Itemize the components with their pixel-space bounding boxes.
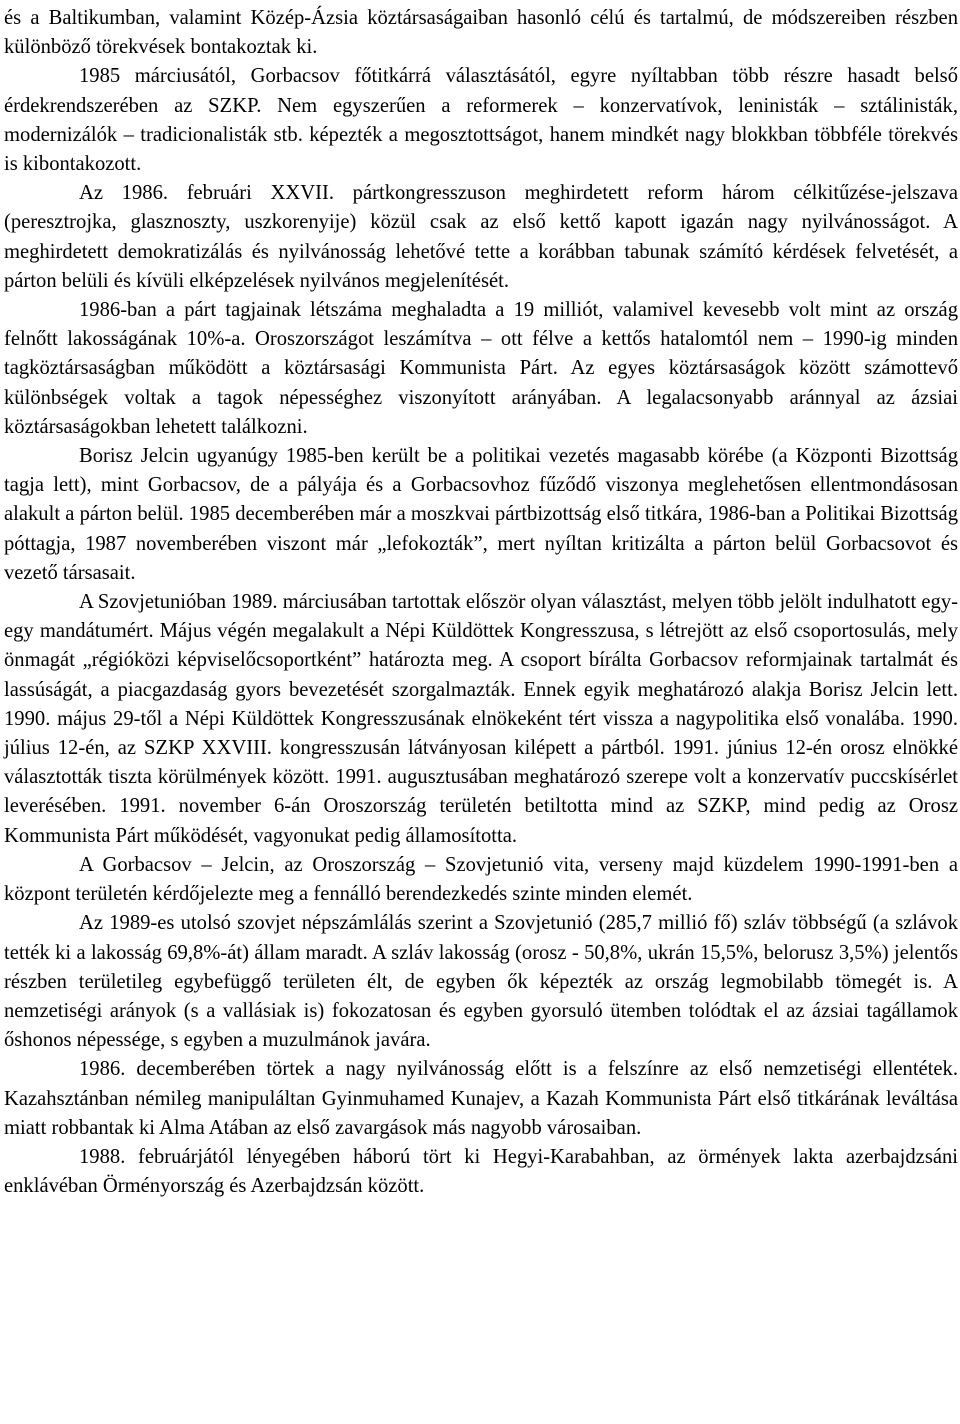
paragraph: A Szovjetunióban 1989. márciusában tartottak először olyan választást, melyen több jelölt indulhatott egy-egy mandátumért. Május végén megalakult a Népi Küldöttek Kongresszusa, s létrejött az első csoportosulás, mely önmagát „régióközi képviselőcsoportként” határozta meg. A csoport bírálta Gorbacsov reformjainak tartalmát és lassúságát, a piacgazdaság gyors bevezetését szorgalmazták. Ennek egyik meghatározó alakja Borisz Jelcin lett. 1990. május 29-től a Népi Küldöttek Kongresszusának elnökeként tért vissza a nagypolitika első vonalába. 1990. július 12-én, az SZKP XXVIII. kongresszusán látványosan kilépett a pártból. 1991. június 12-én orosz elnökké választották tiszta körülmények között. 1991. augusztusában meghatározó szerepe volt a konzervatív puccskísérlet leverésében. 1991. november 6-án Oroszország területén betiltotta mind az SZKP, mind pedig az Orosz Kommunista Párt működését, vagyonukat pedig államosította. (4, 591, 958, 847)
paragraph: Az 1986. februári XXVII. pártkongresszuson meghirdetett reform három célkitűzése-jelszava (peresztrojka, glasznoszty, uszkorenyije) közül csak az első kettő kapott igazán nagy nyilvánosságot. A meghirdetett demokratizálás és nyilvánosság lehetővé tette a korábban tabunak számító kérdések felvetését, a párton belüli és kívüli elképzelések nyilvános megjelenítését. (4, 182, 958, 292)
paragraph: 1986. decemberében törtek a nagy nyilvánosság előtt is a felszínre az első nemzetiségi ellentétek. Kazahsztánban némileg manipuláltan Gyinmuhamed Kunajev, a Kazah Kommunista Párt első titkárának leváltása miatt robbantak ki Alma Atában az első zavargások más nagyobb városaiban. (4, 1058, 958, 1139)
paragraph: A Gorbacsov – Jelcin, az Oroszország – Szovjetunió vita, verseny majd küzdelem 1990-1991-ben a központ területén kérdőjelezte meg a fennálló berendezkedés szinte minden elemét. (4, 853, 958, 906)
paragraph: 1985 márciusától, Gorbacsov főtitkárrá választásától, egyre nyíltabban több részre hasadt belső érdekrendszerében az SZKP. Nem egyszerűen a reformerek – konzervatívok, leninisták – sztálinisták, modernizálók – tradicionalisták stb. képezték a megosztottságot, hanem mindkét nagy blokkban többféle törekvés is kibontakozott. (4, 65, 958, 176)
paragraph: Az 1989-es utolsó szovjet népszámlálás szerint a Szovjetunió (285,7 millió fő) szláv többségű (a szlávok tették ki a lakosság 69,8%-át) állam maradt. A szláv lakosság (orosz - 50,8%, ukrán 15,5%, belorusz 3,5%) jelentős részben területileg egybefüggő területen élt, de egyben ők képezték az ország legmobilabb tömegét is. A nemzetiségi arányok (s a vallásiak is) fokozatosan és egyben gyorsuló ütemben tolódtak el az ázsiai tagállamok őshonos népessége, s egyben a muzulmánok javára. (4, 912, 958, 1052)
paragraph: Borisz Jelcin ugyanúgy 1985-ben került be a politikai vezetés magasabb körébe (a Központi Bizottság tagja lett), mint Gorbacsov, de a pályája és a Gorbacsovhoz fűződő viszonya meglehetősen ellentmondásosan alakult a párton belül. 1985 decemberében már a moszkvai pártbizottság első titkára, 1986-ban a Politikai Bizottság póttagja, 1987 novemberében viszont már „lefokozták”, mert nyíltan kritizálta a párton belül Gorbacsovot és vezető társasait. (4, 445, 958, 584)
paragraph: 1988. februárjától lényegében háború tört ki Hegyi-Karabahban, az örmények lakta azerbajdzsáni enklávéban Örményország és Azerbajdzsán között. (4, 1145, 958, 1198)
paragraph: és a Baltikumban, valamint Közép-Ázsia köztársaságaiban hasonló célú és tartalmú, de módszereiben részben különböző törekvések bontakoztak ki. (4, 7, 958, 59)
paragraph: 1986-ban a párt tagjainak létszáma meghaladta a 19 milliót, valamivel kevesebb volt mint az ország felnőtt lakosságának 10%-a. Oroszországot leszámítva – ott félve a kettős hatalomtól nem – 1990-ig minden tagköztársaságban működött a köztársasági Kommunista Párt. Az egyes köztársaságok között számottevő különbségek voltak a tagok népességhez viszonyított arányában. A legalacsonyabb aránnyal az ázsiai köztársaságokban lehetett találkozni. (4, 299, 958, 438)
